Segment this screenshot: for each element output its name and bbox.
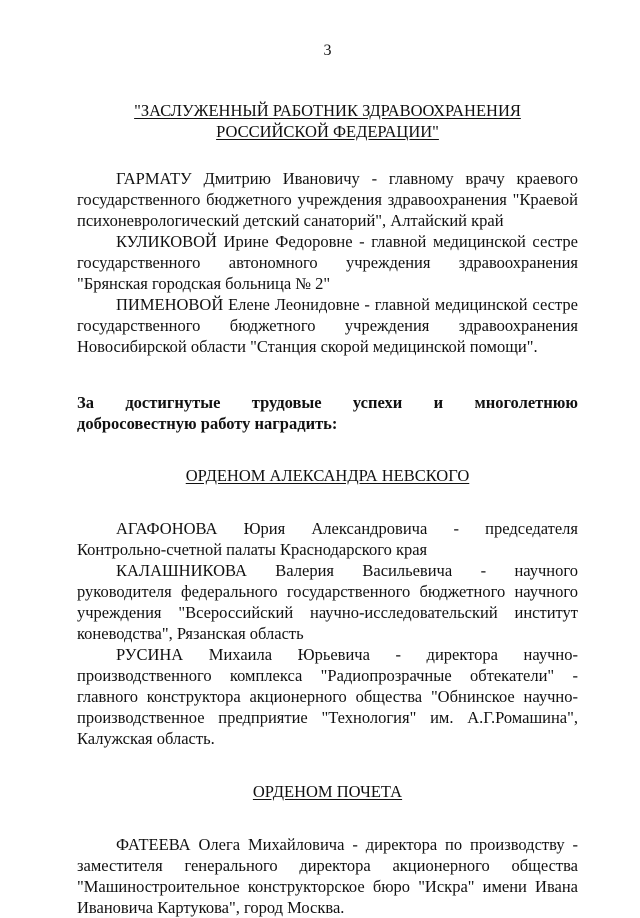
award-phrase [77, 392, 578, 434]
awardee-surname: ПИМЕНОВОЙ [116, 295, 224, 314]
awardee-details: Дмитрию Ивановичу - главному врачу краевого государственного бюджетного учреждения здравоохранения "Краевой психоневрологический детский санаторий", Алтайский край [77, 169, 578, 230]
awardee-details: Валерия Васильевича - научного руководителя федерального государственного бюджетного научного учреждения "Всероссийский научно-исследовательский институт коневодства", Рязанская область [77, 561, 578, 643]
order-title-pocheta: ОРДЕНОМ ПОЧЕТА [252, 782, 403, 801]
awardee-surname: АГАФОНОВА [116, 519, 218, 538]
honorary-title-line-2: РОССИЙСКОЙ ФЕДЕРАЦИИ" [216, 122, 439, 141]
honorary-title-line-1: "ЗАСЛУЖЕННЫЙ РАБОТНИК ЗДРАВООХРАНЕНИЯ [134, 101, 521, 120]
page-number: 3 [323, 42, 332, 59]
awardee-entry [77, 294, 578, 357]
awardee-entry [77, 644, 578, 749]
awardee-details: Михаила Юрьевича - директора научно-производственного комплекса "Радиопрозрачные обтекатели" - главного конструктора акционерного общества "Обнинское научно-производственное предприятие "Технология" им. А.Г.Ромашина", Калужская область. [77, 645, 578, 748]
awardee-entry [77, 834, 578, 918]
awardee-surname: ФАТЕЕВА [116, 835, 191, 854]
awardee-details: Юрия Александровича - председателя Контрольно-счетной палаты Краснодарского края [77, 519, 578, 559]
order-title-nevsky: ОРДЕНОМ АЛЕКСАНДРА НЕВСКОГО [185, 466, 470, 485]
awardee-details: Ирине Федоровне - главной медицинской сестре государственного автономного учреждения здравоохранения "Брянская городская больница № 2" [77, 232, 578, 293]
awardee-surname: КАЛАШНИКОВА [116, 561, 247, 580]
awardee-entry [77, 560, 578, 644]
awardee-details: Олега Михайловича - директора по производству - заместителя генерального директора акционерного общества "Машиностроительное конструкторское бюро "Искра" имени Ивана Ивановича Картукова", город Москва. [77, 835, 578, 917]
awardee-surname: ГАРМАТУ [116, 169, 192, 188]
awardee-entry [77, 168, 578, 231]
award-phrase-line-1: За достигнутые трудовые успехи и многолетнюю [77, 393, 578, 412]
honorary-title-heading [77, 100, 578, 142]
awardee-entry [77, 231, 578, 294]
awardee-surname: КУЛИКОВОЙ [116, 232, 217, 251]
awardee-details: Елене Леонидовне - главной медицинской сестре государственного бюджетного учреждения здравоохранения Новосибирской области "Станция скорой медицинской помощи". [77, 295, 578, 356]
awardee-entry [77, 518, 578, 560]
award-phrase-line-2: добросовестную работу наградить: [77, 414, 338, 433]
awardee-surname: РУСИНА [116, 645, 184, 664]
